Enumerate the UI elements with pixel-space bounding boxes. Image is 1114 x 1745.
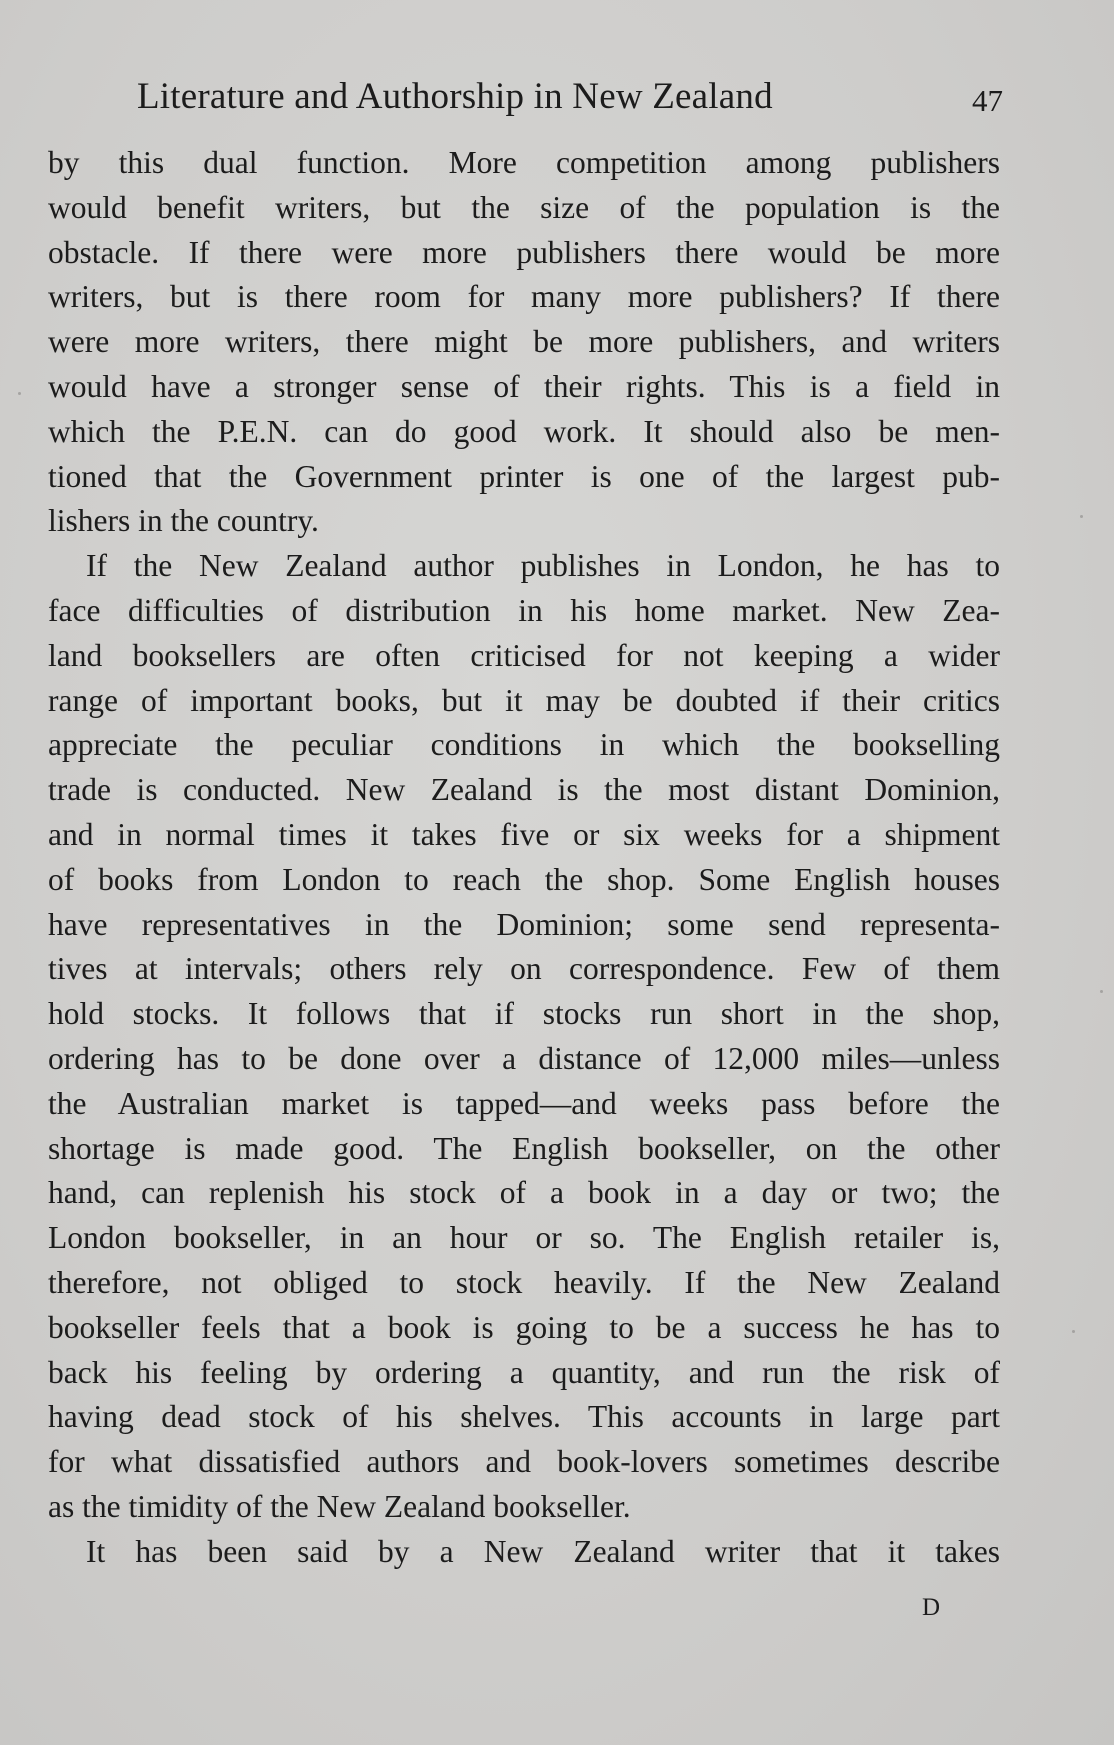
paper-speck [1080,515,1083,518]
text-line: obstacle. If there were more publishers there would be more [48,234,1000,270]
running-title: Literature and Authorship in New Zealand [137,76,773,117]
text-line: the Australian market is tapped—and weeks pass before the [48,1085,1000,1121]
text-line: It has been said by a New Zealand writer that it takes [86,1533,1000,1569]
text-line: have representatives in the Dominion; some send representa- [48,906,1000,942]
text-line: hold stocks. It follows that if stocks run short in the shop, [48,996,1000,1032]
text-line: of books from London to reach the shop. Some English houses [48,861,1000,897]
text-line: land booksellers are often criticised for not keeping a wider [48,637,1000,673]
body-text [48,141,1000,1575]
text-line: would have a stronger sense of their rights. This is a field in [48,368,1000,404]
text-line: appreciate the peculiar conditions in which the bookselling [48,727,1000,763]
text-line: would benefit writers, but the size of the population is the [48,189,1000,225]
text-line: were more writers, there might be more publishers, and writers [48,324,1000,360]
text-line: back his feeling by ordering a quantity, and run the risk of [48,1354,1000,1390]
signature-mark: D [922,1594,942,1621]
text-line: which the P.E.N. can do good work. It should also be men- [48,413,1000,449]
text-line: for what dissatisfied authors and book-lovers sometimes describe [48,1444,1000,1480]
text-line: tives at intervals; others rely on correspondence. Few of them [48,951,1000,987]
paper-speck [1100,990,1103,993]
paragraph [48,544,1000,1530]
text-line: having dead stock of his shelves. This accounts in large part [48,1399,1000,1435]
text-line: by this dual function. More competition among publishers [48,145,1000,180]
text-line: hand, can replenish his stock of a book in a day or two; the [48,1175,1000,1211]
text-line: writers, but is there room for many more publishers? If there [48,279,1000,315]
text-line: therefore, not obliged to stock heavily. If the New Zealand [48,1264,1000,1300]
text-line: ordering has to be done over a distance of 12,000 miles—unless [48,1040,1000,1076]
text-line: as the timidity of the New Zealand bookseller. [48,1488,631,1524]
page-number: 47 [972,83,1003,118]
text-line: lishers in the country. [48,503,319,539]
paragraph [48,1530,1000,1575]
text-line: London bookseller, in an hour or so. The English retailer is, [48,1220,1000,1256]
text-line: range of important books, but it may be doubted if their critics [48,682,1000,718]
text-line: trade is conducted. New Zealand is the most distant Dominion, [48,772,1000,808]
text-line: bookseller feels that a book is going to be a success he has to [48,1309,1000,1345]
text-line: tioned that the Government printer is one of the largest pub- [48,458,1000,494]
text-line: If the New Zealand author publishes in London, he has to [86,548,1000,584]
running-head [137,72,1003,122]
text-line: shortage is made good. The English bookseller, on the other [48,1130,1000,1166]
paragraph [48,141,1000,544]
paper-speck [18,392,21,395]
paper-speck [1072,1330,1075,1333]
text-line: and in normal times it takes five or six weeks for a shipment [48,816,1000,852]
text-line: face difficulties of distribution in his home market. New Zea- [48,592,1000,628]
